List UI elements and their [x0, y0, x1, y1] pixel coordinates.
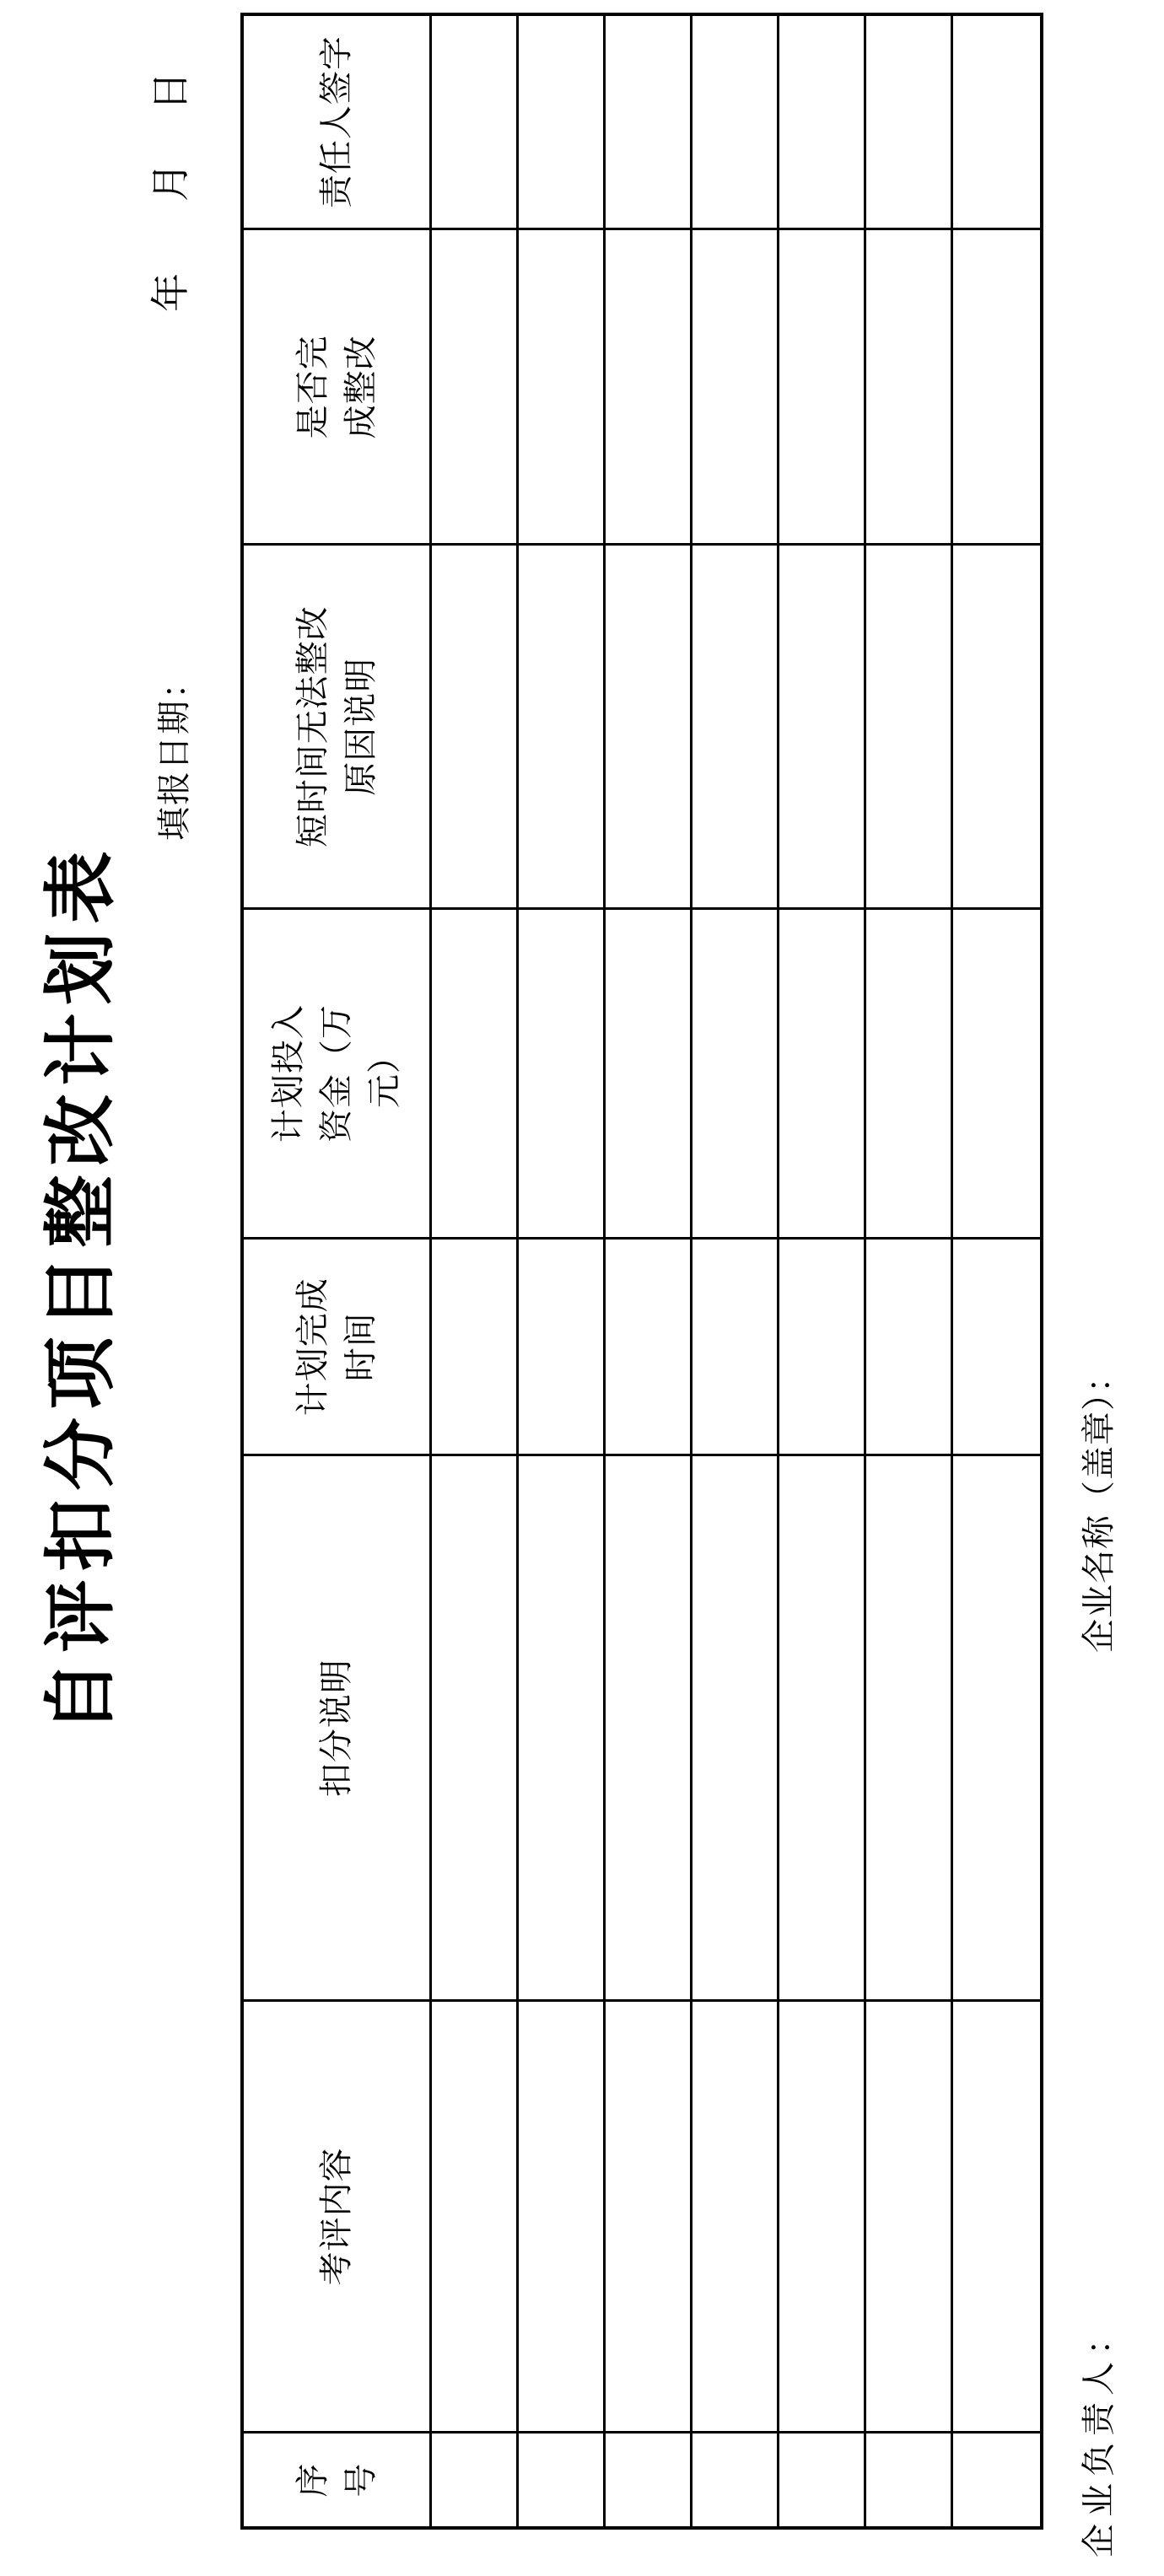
header-line: 计划完成	[293, 1277, 331, 1417]
page-title: 自评扣分项目整改计划表	[40, 842, 121, 1734]
rectification-plan-table	[240, 13, 1043, 2530]
table-data-cell	[606, 907, 692, 1237]
table-data-cell	[606, 1237, 692, 1454]
table-data-cell	[779, 2431, 866, 2526]
table-data-cell	[779, 228, 866, 543]
table-data-cell	[953, 543, 1040, 907]
table-data-cell	[519, 2431, 606, 2526]
table-data-cell	[953, 16, 1040, 228]
table-data-cell	[779, 1454, 866, 1998]
table-data-cell	[692, 1454, 779, 1998]
header-line: 序	[293, 2462, 331, 2498]
table-data-cell	[606, 543, 692, 907]
header-line: 短时间无法整改	[293, 605, 331, 848]
table-data-cell	[779, 1999, 866, 2432]
table-data-cell	[606, 2431, 692, 2526]
table-data-cell	[606, 1999, 692, 2432]
table-data-cell	[866, 1237, 953, 1454]
table-data-cell	[432, 907, 519, 1237]
header-line: 号	[341, 2462, 380, 2498]
table-data-cell	[432, 543, 519, 907]
table-data-cell	[692, 907, 779, 1237]
table-data-cell	[692, 1999, 779, 2432]
table-data-cell	[866, 543, 953, 907]
header-line: 考评内容	[317, 2147, 356, 2286]
table-data-cell	[692, 1237, 779, 1454]
header-line: 责任人签字	[317, 35, 356, 209]
table-data-cell	[432, 228, 519, 543]
header-line: 资金（万	[317, 1004, 356, 1143]
header-cell-deduction-explanation	[244, 1454, 432, 1998]
table-data-cell	[432, 16, 519, 228]
header-line: 是否完	[293, 335, 331, 439]
table-data-cell	[692, 228, 779, 543]
header-cell-reason-cannot-rectify	[244, 543, 432, 907]
header-line: 原因说明	[341, 657, 380, 796]
table-data-cell	[866, 2431, 953, 2526]
table-data-cell	[692, 16, 779, 228]
year-character: 年	[149, 273, 192, 312]
table-data-cell	[606, 16, 692, 228]
table-data-cell	[953, 1454, 1040, 1998]
header-cell-planned-completion-time	[244, 1237, 432, 1454]
table-data-cell	[519, 228, 606, 543]
table-data-cell	[866, 907, 953, 1237]
header-line: 成整改	[341, 335, 380, 439]
table-data-cell	[779, 543, 866, 907]
table-data-cell	[866, 1999, 953, 2432]
header-cell-planned-investment-funds	[244, 907, 432, 1237]
table-data-cell	[866, 1454, 953, 1998]
table-data-cell	[432, 2431, 519, 2526]
table-data-cell	[953, 228, 1040, 543]
table-data-cell	[953, 1237, 1040, 1454]
table-data-cell	[432, 1454, 519, 1998]
company-manager-label: 企业负责人：	[1080, 2315, 1118, 2557]
header-line: 时间	[341, 1312, 380, 1382]
company-name-seal-label: 企业名称（盖章）：	[1080, 1358, 1118, 1653]
header-line: 元）	[365, 1039, 404, 1109]
header-cell-serial-number	[244, 2431, 432, 2526]
table-data-cell	[779, 16, 866, 228]
table-data-cell	[692, 2431, 779, 2526]
header-line: 计划投入	[269, 1004, 308, 1143]
table-data-cell	[519, 1999, 606, 2432]
table-data-cell	[519, 543, 606, 907]
header-cell-responsible-signature	[244, 16, 432, 228]
table-data-cell	[866, 228, 953, 543]
table-data-cell	[432, 1999, 519, 2432]
table-data-cell	[779, 907, 866, 1237]
fill-date-label: 填报日期：	[155, 664, 193, 841]
table-data-cell	[866, 16, 953, 228]
table-data-cell	[606, 1454, 692, 1998]
table-data-cell	[519, 1454, 606, 1998]
table-data-cell	[519, 16, 606, 228]
table-data-cell	[432, 1237, 519, 1454]
table-data-cell	[953, 907, 1040, 1237]
table-data-cell	[606, 228, 692, 543]
table-data-cell	[953, 2431, 1040, 2526]
table-data-cell	[779, 1237, 866, 1454]
table-data-cell	[519, 1237, 606, 1454]
day-character: 日	[149, 72, 192, 110]
month-character: 月	[149, 163, 192, 202]
table-data-cell	[692, 543, 779, 907]
header-line: 扣分说明	[317, 1659, 356, 1798]
table-data-cell	[519, 907, 606, 1237]
header-cell-rectification-completed	[244, 228, 432, 543]
table-data-cell	[953, 1999, 1040, 2432]
header-cell-evaluation-content	[244, 1999, 432, 2432]
